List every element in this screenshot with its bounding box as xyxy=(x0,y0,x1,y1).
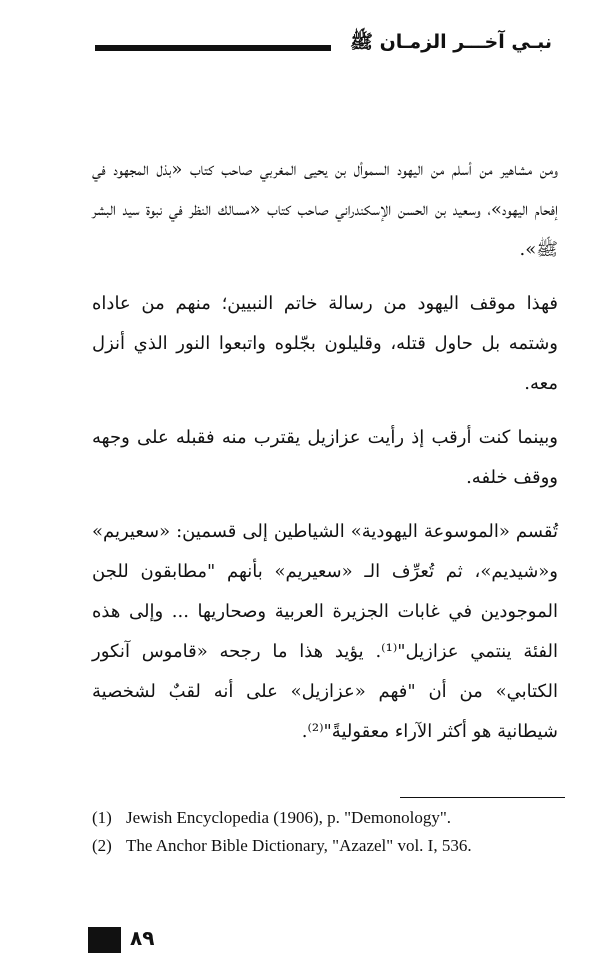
footnote-number: (2) xyxy=(92,836,112,855)
paragraph: فهذا موقف اليهود من رسالة خاتم النبيين؛ منهم من عاداه وشتمه بل حاول قتله، وقليلون بجّلوه واتبعوا النور الذي أنزل معه. xyxy=(92,293,558,394)
footnote-text: The Anchor Bible Dictionary, "Azazel" vol. I, 536. xyxy=(126,836,472,855)
footnote xyxy=(92,804,472,832)
footnotes xyxy=(92,804,472,860)
header-rule xyxy=(95,45,331,51)
footnote-number: (1) xyxy=(92,808,112,827)
footnote-rule xyxy=(400,797,565,798)
paragraph: ومن مشاهير من أسلم من اليهود السموأل بن يحيى المغربي صاحب كتاب «بذل المجهود في إفحام اليهود»، وسعيد بن الحسن الإسكندراني صاحب كتاب «مسالك النظر في نبوة سيد البشر ﷺ». xyxy=(92,159,558,260)
footnote xyxy=(92,832,472,860)
paragraph: وبينما كنت أرقب إذ رأيت عزازيل يقترب منه فقبله على وجهه ووقف خلفه. xyxy=(92,427,558,488)
running-title: نبـي آخـــر الزمـان ﷺ xyxy=(350,31,552,53)
page-number-block xyxy=(88,927,121,953)
page-number: ٨٩ xyxy=(130,926,155,950)
paragraph: تُقسم «الموسوعة اليهودية» الشياطين إلى قسمين: «سعيريم» و«شيديم»، ثم تُعرِّف الـ «سعيريم» بأنهم "مطابقون للجن الموجودين في غابات الجزيرة العربية وصحاريها ... وإلى هذه الفئة ينتمي عزازيل"⁽¹⁾. يؤيد هذا ما رجحه «قاموس آنكور الكتابي» من أن "فهم «عزازيل» على أنه لقبٌ لشخصية شيطانية هو أكثر الآراء معقوليةً"⁽²⁾. xyxy=(92,521,558,742)
body-text xyxy=(92,150,558,766)
footnote-text: Jewish Encyclopedia (1906), p. "Demonology". xyxy=(126,808,452,827)
